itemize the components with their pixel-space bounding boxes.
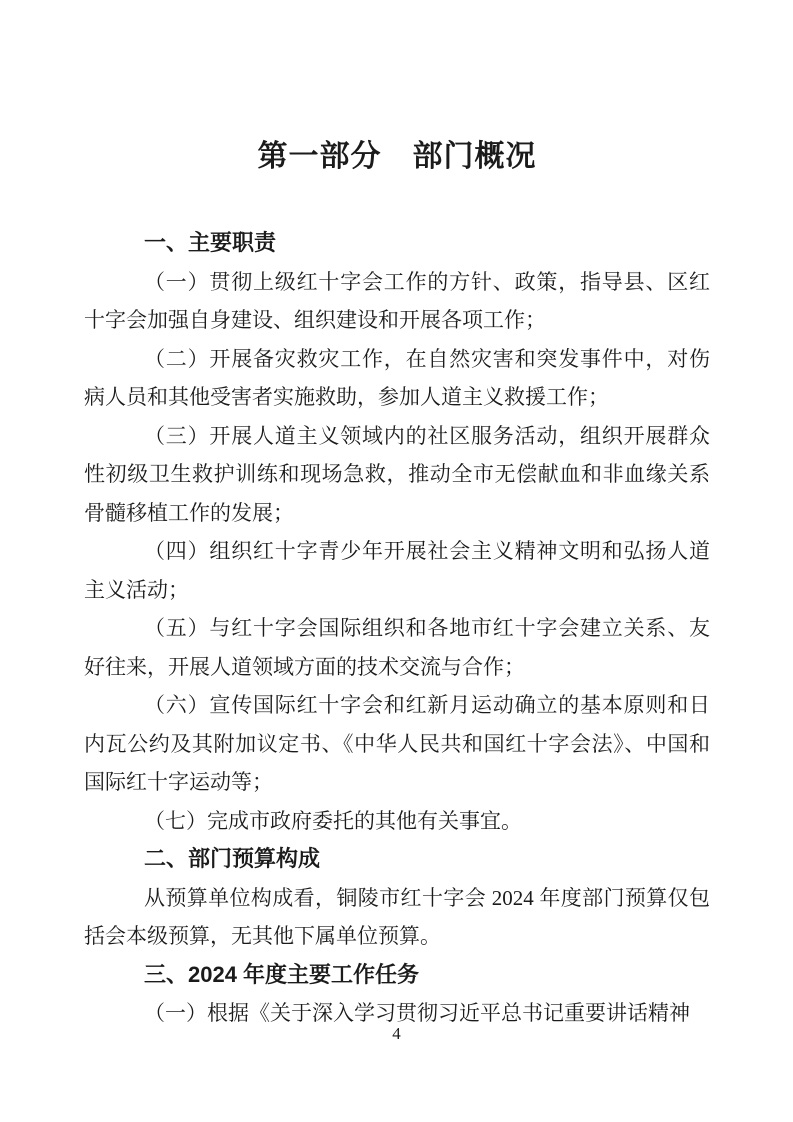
- paragraph: （三）开展人道主义领域内的社区服务活动，组织开展群众性初级卫生救护训练和现场急救，推动全市无偿献血和非血缘关系骨髓移植工作的发展；: [84, 423, 710, 525]
- section-2024-main-tasks: [84, 956, 710, 1033]
- section-budget-composition: [84, 840, 710, 956]
- paragraph: （七）完成市政府委托的其他有关事宜。: [144, 808, 522, 833]
- paragraph: 从预算单位构成看，铜陵市红十字会 2024 年度部门预算仅包括会本级预算，无其他下属单位预算。: [84, 885, 710, 948]
- paragraph: （一）贯彻上级红十字会工作的方针、政策，指导县、区红十字会加强自身建设、组织建设和开展各项工作；: [84, 269, 710, 332]
- page-title: 第一部分 部门概况: [257, 140, 537, 173]
- paragraph: （一）根据《关于深入学习贯彻习近平总书记重要讲话精神: [144, 1001, 690, 1025]
- paragraph: （二）开展备灾救灾工作，在自然灾害和突发事件中，对伤病人员和其他受害者实施救助，参加人道主义救援工作；: [84, 346, 710, 409]
- section-main-duties: [84, 224, 710, 840]
- paragraph: （六）宣传国际红十字会和红新月运动确立的基本原则和日内瓦公约及其附加议定书、《中华人民共和国红十字会法》、中国和国际红十字运动等；: [84, 693, 710, 794]
- paragraph: （五）与红十字会国际组织和各地市红十字会建立关系、友好往来，开展人道领域方面的技术交流与合作；: [84, 616, 710, 679]
- section-heading-main-duties: 一、主要职责: [144, 230, 277, 255]
- page-number: 4: [392, 1024, 401, 1043]
- section-heading-2024-main-tasks: 三、2024 年度主要工作任务: [144, 961, 420, 987]
- paragraph: （四）组织红十字青少年开展社会主义精神文明和弘扬人道主义活动；: [84, 539, 710, 602]
- page-content: [84, 0, 710, 1033]
- section-heading-budget-composition: 二、部门预算构成: [144, 846, 321, 871]
